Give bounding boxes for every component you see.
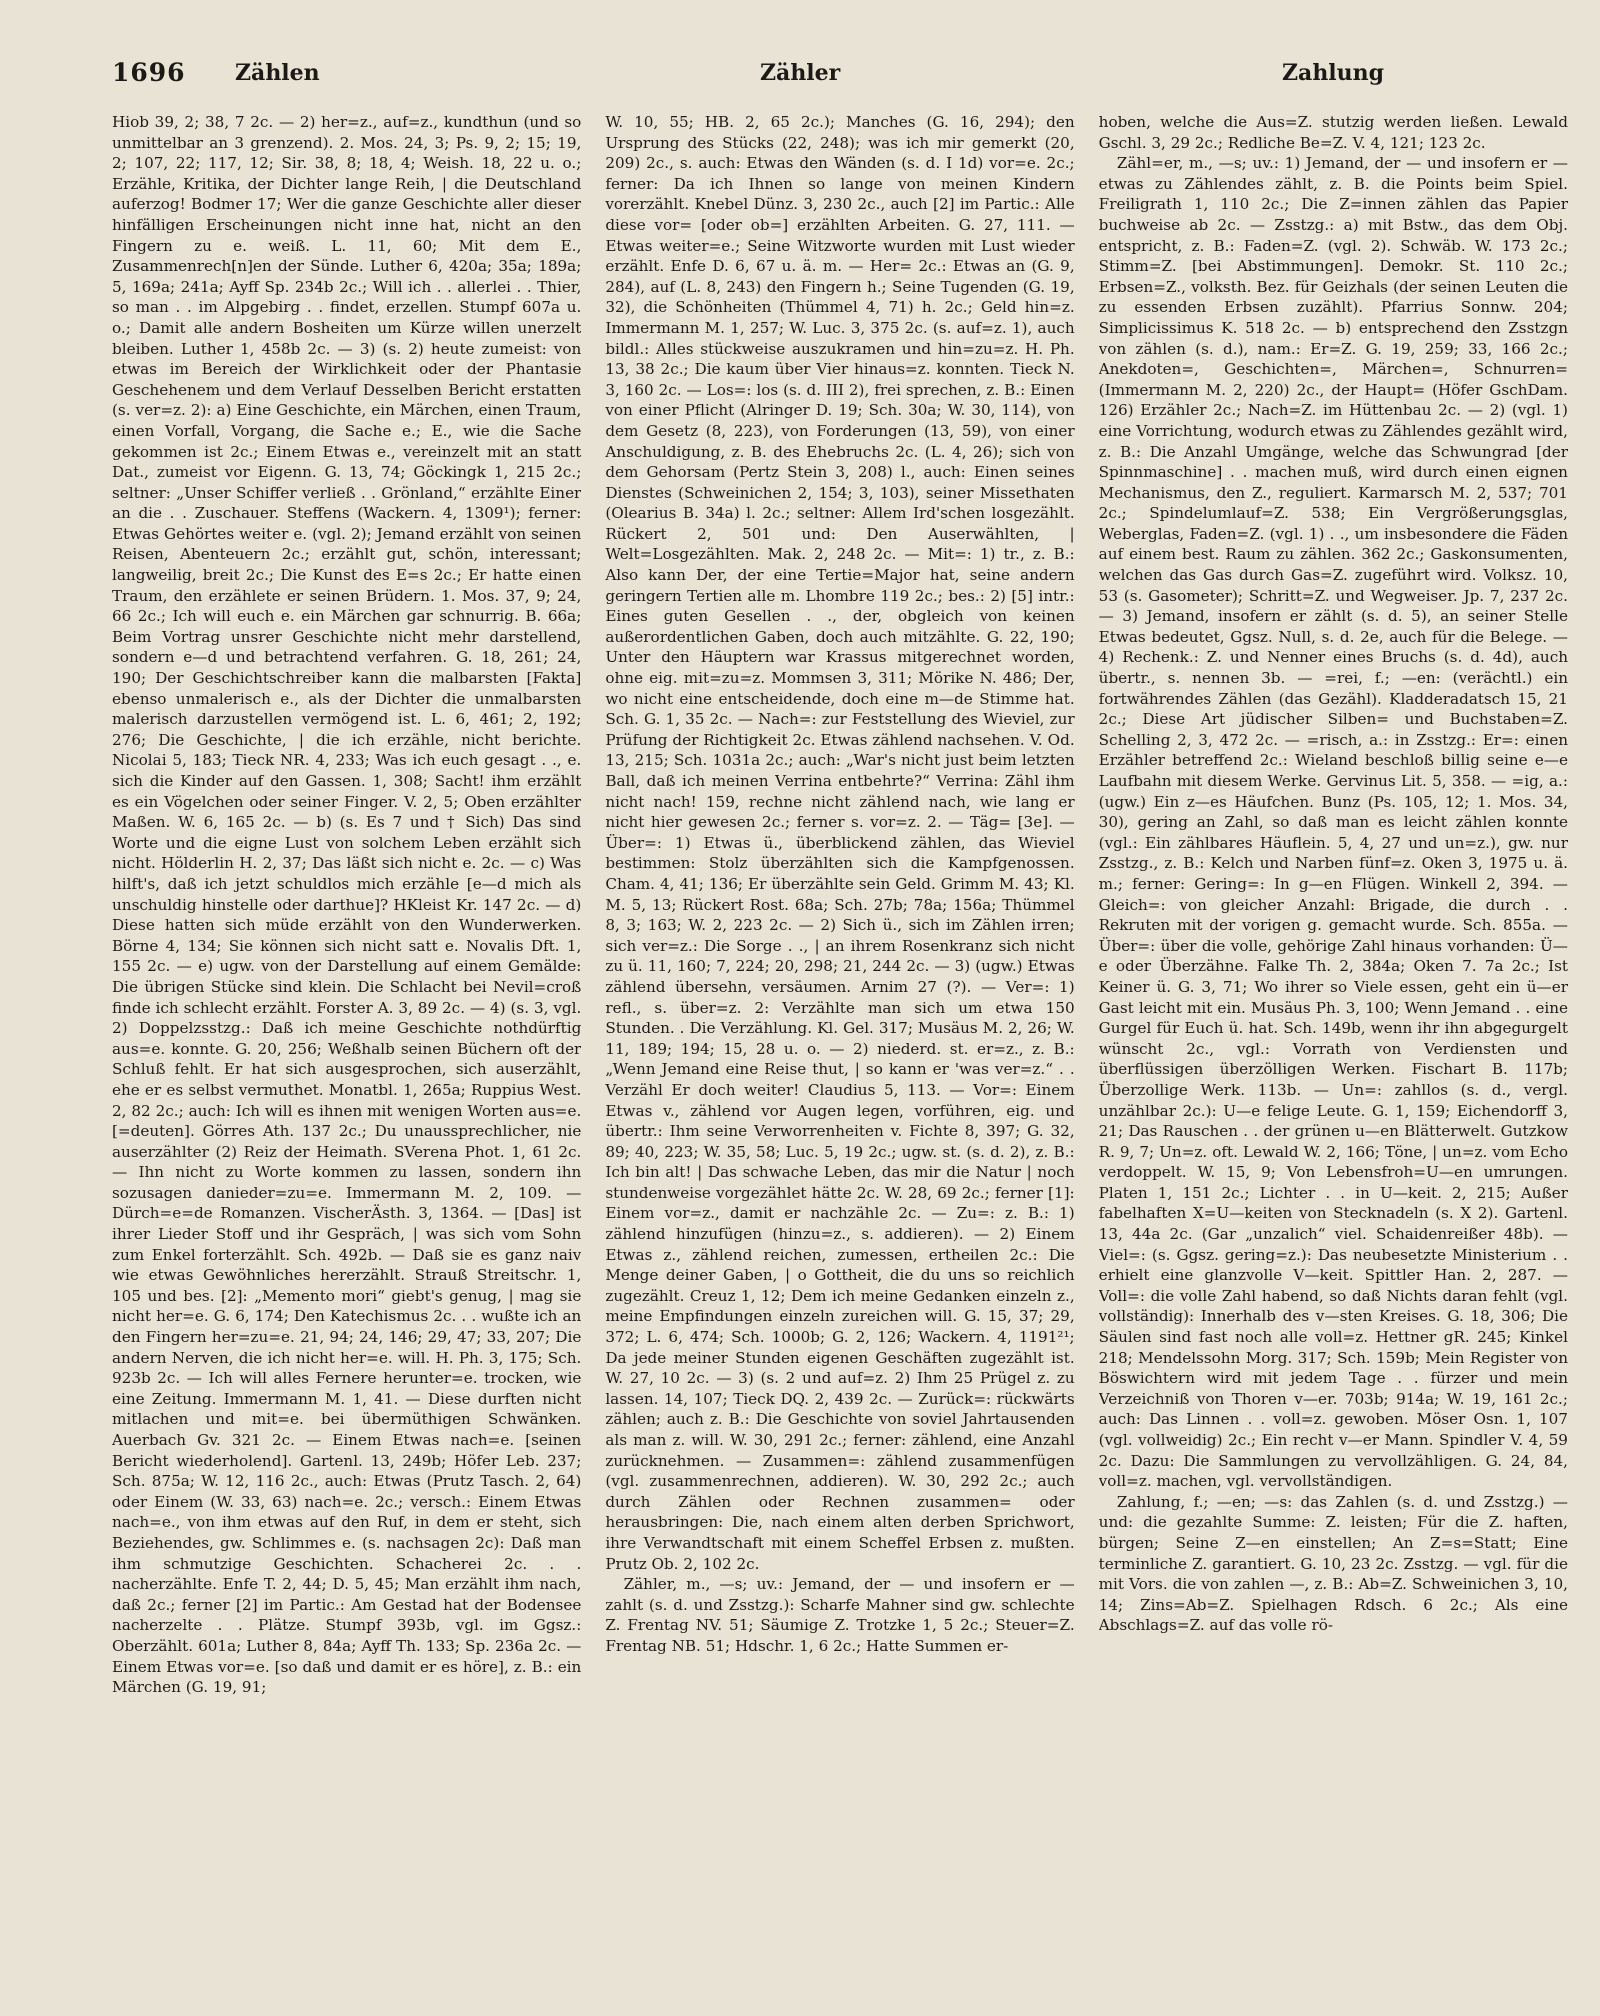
column-right-paragraph-2: Zähl=er, m., —s; uv.: 1) Jemand, der — und insofern er — etwas zu Zählendes zählt, z. B. die Points beim Spiel. Freiligrath 1, 110 2c.; Die Z=innen zählen das Papier buchweise ab 2c. — Zsstzg.: a) mit Bstw., das dem Obj. entspricht, z. B.: Faden=Z. (vgl. 2). Schwäb. W. 173 2c.; Stimm=Z. [bei Abstimmungen]. Demokr. St. 110 2c.; Erbsen=Z., volksth. Bez. für Geizhals (der seinen Leuten die zu essenden Erbsen zuzählt). Pfarrius Sonnw. 204; Simplicissimus K. 518 2c. — b) entsprechend den Zsstzgn von zählen (s. d.), nam.: Er=Z. G. 19, 259; 33, 166 2c.; Anekdoten=, Geschichten=, Märchen=, Schnurren= (Immermann M. 2, 220) 2c., der Haupt= (Höfer GschDam. 126) Erzähler 2c.; Nach=Z. im Hüttenbau 2c. — 2) (vgl. 1) eine Vorrichtung, wodurch etwas zu Zählendes gezählt wird, z. B.: Die Anzahl Umgänge, welche das Schwungrad [der Spinnmaschine] . . machen muß, wird durch einen eignen Mechanismus, den Z., reguliert. Karmarsch M. 2, 537; 701 2c.; Spindelumlauf=Z. 538; Ein Vergrößerungsglas, Weberglas, Faden=Z. (vgl. 1) . ., um insbesondere die Fäden auf einem best. Raum zu zählen. 362 2c.; Gaskonsumenten, welchen das Gas durch Gas=Z. zugeführt wird. Volksz. 10, 53 (s. Gasometer); Schritt=Z. und Wegweiser. Jp. 7, 237 2c. — 3) Jemand, insofern er zählt (s. d. 5), an seiner Stelle Etwas bedeutet, Ggsz. Null, s. d. 2e, auch für die Belege. — 4) Rechenk.: Z. und Nenner eines Bruchs (s. d. 4d), auch übertr., s. nennen 3b. — =rei, f.; —en: (verächtl.) ein fortwährendes Zählen (das Gezähl). Kladderadatsch 15, 21 2c.; Diese Art jüdischer Silben= und Buchstaben=Z. Schelling 2, 3, 472 2c. — =risch, a.: in Zsstzg.: Er=: einen Erzähler betreffend 2c.: Wieland beschloß billig seine e—e Laufbahn mit diesem Werke. Gervinus Lit. 5, 358. — =ig, a.: (ugw.) Ein z—es Häufchen. Bunz (Ps. 105, 12; 1. Mos. 34, 30), gering an Zahl, so daß man es leicht zählen konnte (vgl.: Ein zählbares Häuflein. 5, 4, 27 und un=z.), gw. nur Zsstzg., z. B.: Kelch und Narben fünf=z. Oken 3, 1975 u. ä. m.; ferner: Gering=: In g—en Flügen. Winkell 2, 394. — Gleich=: von gleicher Anzahl: Brigade, die durch . . Rekruten mit der vorigen g. gemacht wurde. Sch. 855a. — Über=: über die volle, gehörige Zahl hinaus vorhanden: Ü—e oder Überzähne. Falke Th. 2, 384a; Oken 7. 7a 2c.; Ist Keiner ü. G. 3, 71; Wo ihrer so Viele essen, geht ein ü—er Gast leicht mit ein. Musäus Ph. 3, 100; Wenn Jemand . . eine Gurgel für Euch ü. hat. Sch. 149b, wenn ihr ihn abgegurgelt wünscht 2c., vgl.: Vorrath von Verdiensten und überflüssigen überzölligen Werken. Fischart B. 117b; Überzollige Werk. 113b. — Un=: zahllos (s. d., vergl. unzählbar 2c.): U—e felige Leute. G. 1, 159; Eichendorff 3, 21; Das Rauschen . . der grünen u—en Blätterwelt. Gutzkow R. 9, 7; Un=z. oft. Lewald W. 2, 166; Töne, | un=z. vom Echo verdoppelt. W. 15, 9; Von Lebensfroh=U—en umrungen. Platen 1, 151 2c.; Lichter . . in U—keit. 2, 215; Außer fabelhaften X=U—keiten von Stecknadeln (s. X 2). Gartenl. 13, 44a 2c. (Gar „unzalich“ viel. Schaidenreißer 48b). — Viel=: (s. Ggsz. gering=z.): Das neubesetzte Ministerium . . erhielt eine glanzvolle V—keit. Spittler Han. 2, 287. — Voll=: die volle Zahl habend, so daß Nichts daran fehlt (vgl. vollständig): Innerhalb des v—sten Kreises. G. 18, 306; Die Säulen sind fast noch alle voll=z. Hettner gR. 245; Kinkel 218; Mendelssohn Morg. 317; Sch. 159b; Mein Register von Böswichtern wird mit jedem Tage . . fürzer und mein Verzeichniß von Thoren v—er. 703b; 914a; W. 19, 161 2c.; auch: Das Linnen . . voll=z. gewoben. Möser Osn. 1, 107 (vgl. vollweidig) 2c.; Ein recht v—er Mann. Spindler V. 4, 59 2c. Dazu: Die Sammlungen zu vervollzähligen. G. 24, 84, voll=z. machen, vgl. vervollständigen.	[1098, 154, 1568, 1491]
column-right	[1099, 112, 1568, 1992]
column-middle-paragraph-2: Zähler, m., —s; uv.: Jemand, der — und insofern er — zahlt (s. d. und Zsstzg.): Scharfe Mahner sind gw. schlechte Z. Frentag NV. 51; Säumige Z. Trotzke 1, 5 2c.; Steuer=Z. Frentag NB. 51; Hdschr. 1, 6 2c.; Hatte Summen er-	[605, 1575, 1075, 1655]
column-middle	[605, 112, 1074, 1992]
text-columns	[112, 112, 1568, 1992]
column-middle-paragraph-1: W. 10, 55; HB. 2, 65 2c.); Manches (G. 16, 294); den Ursprung des Stücks (22, 248); was ich mir gemerkt (20, 209) 2c., s. auch: Etwas den Wänden (s. d. I 1d) vor=e. 2c.; ferner: Da ich Ihnen so lange von meinen Kindern vorerzählt. Knebel Dünz. 3, 230 2c., auch [2] im Partic.: Alle diese vor= [oder ob=] erzählten Arbeiten. G. 27, 111. — Etwas weiter=e.; Seine Witzworte wurden mit Lust wieder erzählt. Enfe D. 6, 67 u. ä. m. — Her= 2c.: Etwas an (G. 9, 284), auf (L. 8, 243) den Fingern h.; Seine Tugenden (G. 19, 32), die Schönheiten (Thümmel 4, 71) h. 2c.; Geld hin=z. Immermann M. 1, 257; W. Luc. 3, 375 2c. (s. auf=z. 1), auch bildl.: Alles stückweise auszukramen und hin=zu=z. H. Ph. 13, 38 2c.; Die kaum über Vier hinaus=z. konnten. Tieck N. 3, 160 2c. — Los=: los (s. d. III 2), frei sprechen, z. B.: Einen von einer Pflicht (Alringer D. 19; Sch. 30a; W. 30, 114), von dem Gesetz (8, 223), von Forderungen (13, 59), von einer Anschuldigung, z. B. des Ehebruchs 2c. (L. 4, 26); sich von dem Gehorsam (Pertz Stein 3, 208) l., auch: Einen seines Dienstes (Schweinichen 2, 154; 3, 103), seiner Missethaten (Olearius B. 34a) l. 2c.; seltner: Allem Ird'schen losgezählt. Rückert 2, 501 und: Den Auserwählten, | Welt=Losgezählten. Mak. 2, 248 2c. — Mit=: 1) tr., z. B.: Also kann Der, der eine Tertie=Major hat, seine andern geringern Tertien alle m. Lhombre 119 2c.; bes.: 2) [5] intr.: Eines guten Gesellen . ., der, obgleich von keinen außerordentlichen Gaben, doch auch mitzählte. G. 22, 190; Unter den Häuptern war Krassus mitgerechnet worden, ohne eig. mit=zu=z. Mommsen 3, 311; Mörike N. 486; Der, wo nicht eine entscheidende, doch eine m—de Stimme hat. Sch. G. 1, 35 2c. — Nach=: zur Feststellung des Wieviel, zur Prüfung der Richtigkeit 2c. Etwas zählend nachsehen. V. Od. 13, 215; Sch. 1031a 2c.; auch: „War's nicht just beim letzten Ball, daß ich meinen Verrina entbehrte?“ Verrina: Zähl ihm nicht nach! 159, rechne nicht zählend nach, wie lang er nicht hier gewesen 2c.; ferner s. vor=z. 2. — Täg= [3e]. — Über=: 1) Etwas ü., überblickend zählen, das Wieviel bestimmen: Stolz überzählten sich die Kampfgenossen. Cham. 4, 41; 136; Er überzählte sein Geld. Grimm M. 43; Kl. M. 5, 13; Rückert Rost. 68a; Sch. 27b; 78a; 156a; Thümmel 8, 3; 163; W. 2, 223 2c. — 2) Sich ü., sich im Zählen irren; sich ver=z.: Die Sorge . ., | an ihrem Rosenkranz sich nicht zu ü. 11, 160; 7, 224; 20, 298; 21, 244 2c. — 3) (ugw.) Etwas zählend übersehn, versäumen. Arnim 27 (?). — Ver=: 1) refl., s. über=z. 2: Verzählte man sich um etwa 150 Stunden. . Die Verzählung. Kl. Gel. 317; Musäus M. 2, 26; W. 11, 189; 194; 15, 28 u. o. — 2) niederd. st. er=z., z. B.: „Wenn Jemand eine Reise thut, | so kann er 'was ver=z.“ . . Verzähl Er doch weiter! Claudius 5, 113. — Vor=: Einem Etwas v., zählend vor Augen legen, vorführen, eig. und übertr.: Ihm seine Verworrenheiten v. Fichte 8, 397; G. 32, 89; 40, 223; W. 35, 58; Luc. 5, 19 2c.; ugw. st. (s. d. 2), z. B.: Ich bin alt! | Das schwache Leben, das mir die Natur | noch stundenweise vorgezählet hätte 2c. W. 28, 69 2c.; ferner [1]: Einem vor=z., damit er nachzähle 2c. — Zu=: z. B.: 1) zählend hinzufügen (hinzu=z., s. addieren). — 2) Einem Etwas z., zählend reichen, zumessen, ertheilen 2c.: Die Menge deiner Gaben, | o Gottheit, die du uns so reichlich zugezählt. Creuz 1, 12; Dem ich meine Gedanken einzeln z., meine Empfindungen einzeln zureichen will. G. 15, 37; 29, 372; L. 6, 474; Sch. 1000b; G. 2, 126; Wackern. 4, 1191²¹; Da jede meiner Stunden eigenen Geschäften zugezählt ist. W. 27, 10 2c. — 3) (s. 2 und auf=z. 2) Ihm 25 Prügel z. zu lassen. 14, 107; Tieck DQ. 2, 439 2c. — Zurück=: rückwärts zählen; auch z. B.: Die Geschichte von soviel Jahrtausenden als man z. will. W. 30, 291 2c.; ferner: zählend, eine Anzahl zurücknehmen. — Zusammen=: zählend zusammenfügen (vgl. zusammenrechnen, addieren). W. 30, 292 2c.; auch durch Zählen oder Rechnen zusammen= oder herausbringen: Die, nach einem alten derben Sprichwort, ihre Verwandtschaft mit einem Scheffel Erbsen z. mußten. Prutz Ob. 2, 102 2c.	[605, 113, 1075, 1573]
running-head	[0, 38, 1600, 87]
column-left-paragraph-1: Hiob 39, 2; 38, 7 2c. — 2) her=z., auf=z., kundthun (und so unmittelbar an 3 grenzend). 2. Mos. 24, 3; Ps. 9, 2; 15; 19, 2; 107, 22; 117, 12; Sir. 38, 8; 18, 4; Weish. 18, 22 u. o.; Erzähle, Kritika, der Dichter lange Reih, | die Deutschland auferzog! Bodmer 17; Wer die ganze Geschichte aller dieser hinfälligen Erscheinungen nicht inne hat, nicht an den Fingern zu e. weiß. L. 11, 60; Mit dem E., Zusammenrech[n]en der Sünde. Luther 6, 420a; 35a; 189a; 5, 169a; 241a; Ayff Sp. 234b 2c.; Will ich . . allerlei . . Thier, so man . . im Alpgebirg . . findet, erzellen. Stumpf 607a u. o.; Damit alle andern Bosheiten um Kürze willen unerzelt bleiben. Luther 1, 458b 2c. — 3) (s. 2) heute zumeist: von etwas im Bereich der Wirklichkeit oder der Phantasie Geschehenem und dem Verlauf Desselben Bericht erstatten (s. ver=z. 2): a) Eine Geschichte, ein Märchen, einen Traum, einen Vorfall, Vorgang, die Sache e.; E., wie die Sache gekommen ist 2c.; Einem Etwas e., vereinzelt mit an statt Dat., zumeist vor Eigenn. G. 13, 74; Göckingk 1, 215 2c.; seltner: „Unser Schiffer verließ . . Grönland,“ erzählte Einer an die . . Zuschauer. Steffens (Wackern. 4, 1309¹); ferner: Etwas Gehörtes weiter e. (vgl. 2); Jemand erzählt von seinen Reisen, Abenteuern 2c.; erzählt gut, schön, interessant; langweilig, breit 2c.; Die Kunst des E=s 2c.; Er hatte einen Traum, den erzählete er seinen Brüdern. 1. Mos. 37, 9; 24, 66 2c.; Ich will euch e. ein Märchen gar schnurrig. B. 66a; Beim Vortrag unsrer Geschichte nicht mehr darstellend, sondern e—d und betrachtend verfahren. G. 18, 261; 24, 190; Der Geschichtschreiber kann die malbarsten [Fakta] ebenso unmalerisch e., als der Dichter die unmalbarsten malerisch darzustellen vermögend ist. L. 6, 461; 2, 192; 276; Die Geschichte, | die ich erzähle, nicht berichte. Nicolai 5, 183; Tieck NR. 4, 233; Was ich euch gesagt . ., e. sich die Kinder auf den Gassen. 1, 308; Sacht! ihm erzählt es ein Vögelchen oder seiner Finger. V. 2, 5; Oben erzählter Maßen. W. 6, 165 2c. — b) (s. Es 7 und † Sich) Das sind Worte und die eigne Lust von solchem Leben erzählt sich nicht. Hölderlin H. 2, 37; Das läßt sich nicht e. 2c. — c) Was hilft's, daß ich jetzt schuldlos mich erzähle [e—d mich als unschuldig hinstelle oder darthue]? HKleist Kr. 147 2c. — d) Diese hatten sich müde erzählt von den Wunderwerken. Börne 4, 134; Sie können sich nicht satt e. Novalis Dft. 1, 155 2c. — e) ugw. von der Darstellung auf einem Gemälde: Die übrigen Stücke sind klein. Die Schlacht bei Nevil=croß finde ich schlecht erzählt. Forster A. 3, 89 2c. — 4) (s. 3, vgl. 2) Doppelzsstzg.: Daß ich meine Geschichte nothdürftig aus=e. konnte. G. 20, 256; Weßhalb seinen Büchern oft der Schluß fehlt. Er hat sich ausgesprochen, sich auserzählt, ehe er es selbst vermuthet. Monatbl. 1, 265a; Ruppius West. 2, 82 2c.; auch: Ich will es ihnen mit wenigen Worten aus=e. [=deuten]. Görres Ath. 137 2c.; Du unaussprechlicher, nie auserzählter (2) Reiz der Heimath. SVerena Phot. 1, 61 2c. — Ihn nicht zu Worte kommen zu lassen, sondern ihn sozusagen danieder=zu=e. Immermann M. 2, 109. — Dürch=e=de Romanzen. VischerÄsth. 3, 1364. — [Das] ist ihrer Lieder Stoff und ihr Gespräch, | was sich vom Sohn zum Enkel forterzählt. Sch. 492b. — Daß sie es ganz naiv wie etwas Gewöhnliches hererzählt. Strauß Streitschr. 1, 105 und bes. [2]: „Memento mori“ giebt's genug, | mag sie nicht her=e. G. 6, 174; Den Katechismus 2c. . . wußte ich an den Fingern her=zu=e. 21, 94; 24, 146; 29, 47; 33, 207; Die andern Nerven, die ich nicht her=e. will. H. Ph. 3, 175; Sch. 923b 2c. — Ich will alles Fernere herunter=e. trocken, wie eine Zeitung. Immermann M. 1, 41. — Diese durften nicht mitlachen und mit=e. bei übermüthigen Schwänken. Auerbach Gv. 321 2c. — Einem Etwas nach=e. [seinen Bericht wiederholend]. Gartenl. 13, 249b; Höfer Leb. 237; Sch. 875a; W. 12, 116 2c., auch: Etwas (Prutz Tasch. 2, 64) oder Einem (W. 33, 63) nach=e. 2c.; versch.: Einem Etwas nach=e., von ihm etwas auf den Ruf, in dem er steht, sich Beziehendes, gw. Schlimmes e. (s. nachsagen 2c): Daß man ihm schmutzige Geschichten. Schacherei 2c. . . nacherzählte. Enfe T. 2, 44; D. 5, 45; Man erzählt ihm nach, daß 2c.; ferner [2] im Partic.: Am Gestad hat der Bodensee nacherzelte . . Plätze. Stumpf 393b, vgl. im Ggsz.: Oberzählt. 601a; Luther 8, 84a; Ayff Th. 133; Sp. 236a 2c. — Einem Etwas vor=e. [so daß und damit er es höre], z. B.: ein Märchen (G. 19, 91;	[112, 113, 582, 1697]
center-running-headword: Zähler	[760, 60, 841, 86]
left-running-headword: Zählen	[235, 60, 320, 86]
column-right-paragraph-1: hoben, welche die Aus=Z. stutzig werden ließen. Lewald Gschl. 3, 29 2c.; Redliche Be=Z. V. 4, 121; 123 2c.	[1098, 113, 1568, 152]
column-right-paragraph-3: Zahlung, f.; —en; —s: das Zahlen (s. d. und Zsstzg.) — und: die gezahlte Summe: Z. leisten; Für die Z. haften, bürgen; Seine Z—en einstellen; An Z=s=Statt; Eine terminliche Z. garantiert. G. 10, 23 2c. Zsstzg. — vgl. für die mit Vors. die von zahlen —, z. B.: Ab=Z. Schweinichen 3, 10, 14; Zins=Ab=Z. Spielhagen Rdsch. 6 2c.; Als eine Abschlags=Z. auf das volle rö-	[1098, 1492, 1568, 1635]
column-left	[112, 112, 581, 1992]
right-running-headword: Zahlung	[1282, 60, 1385, 86]
page-number: 1696	[112, 58, 186, 87]
